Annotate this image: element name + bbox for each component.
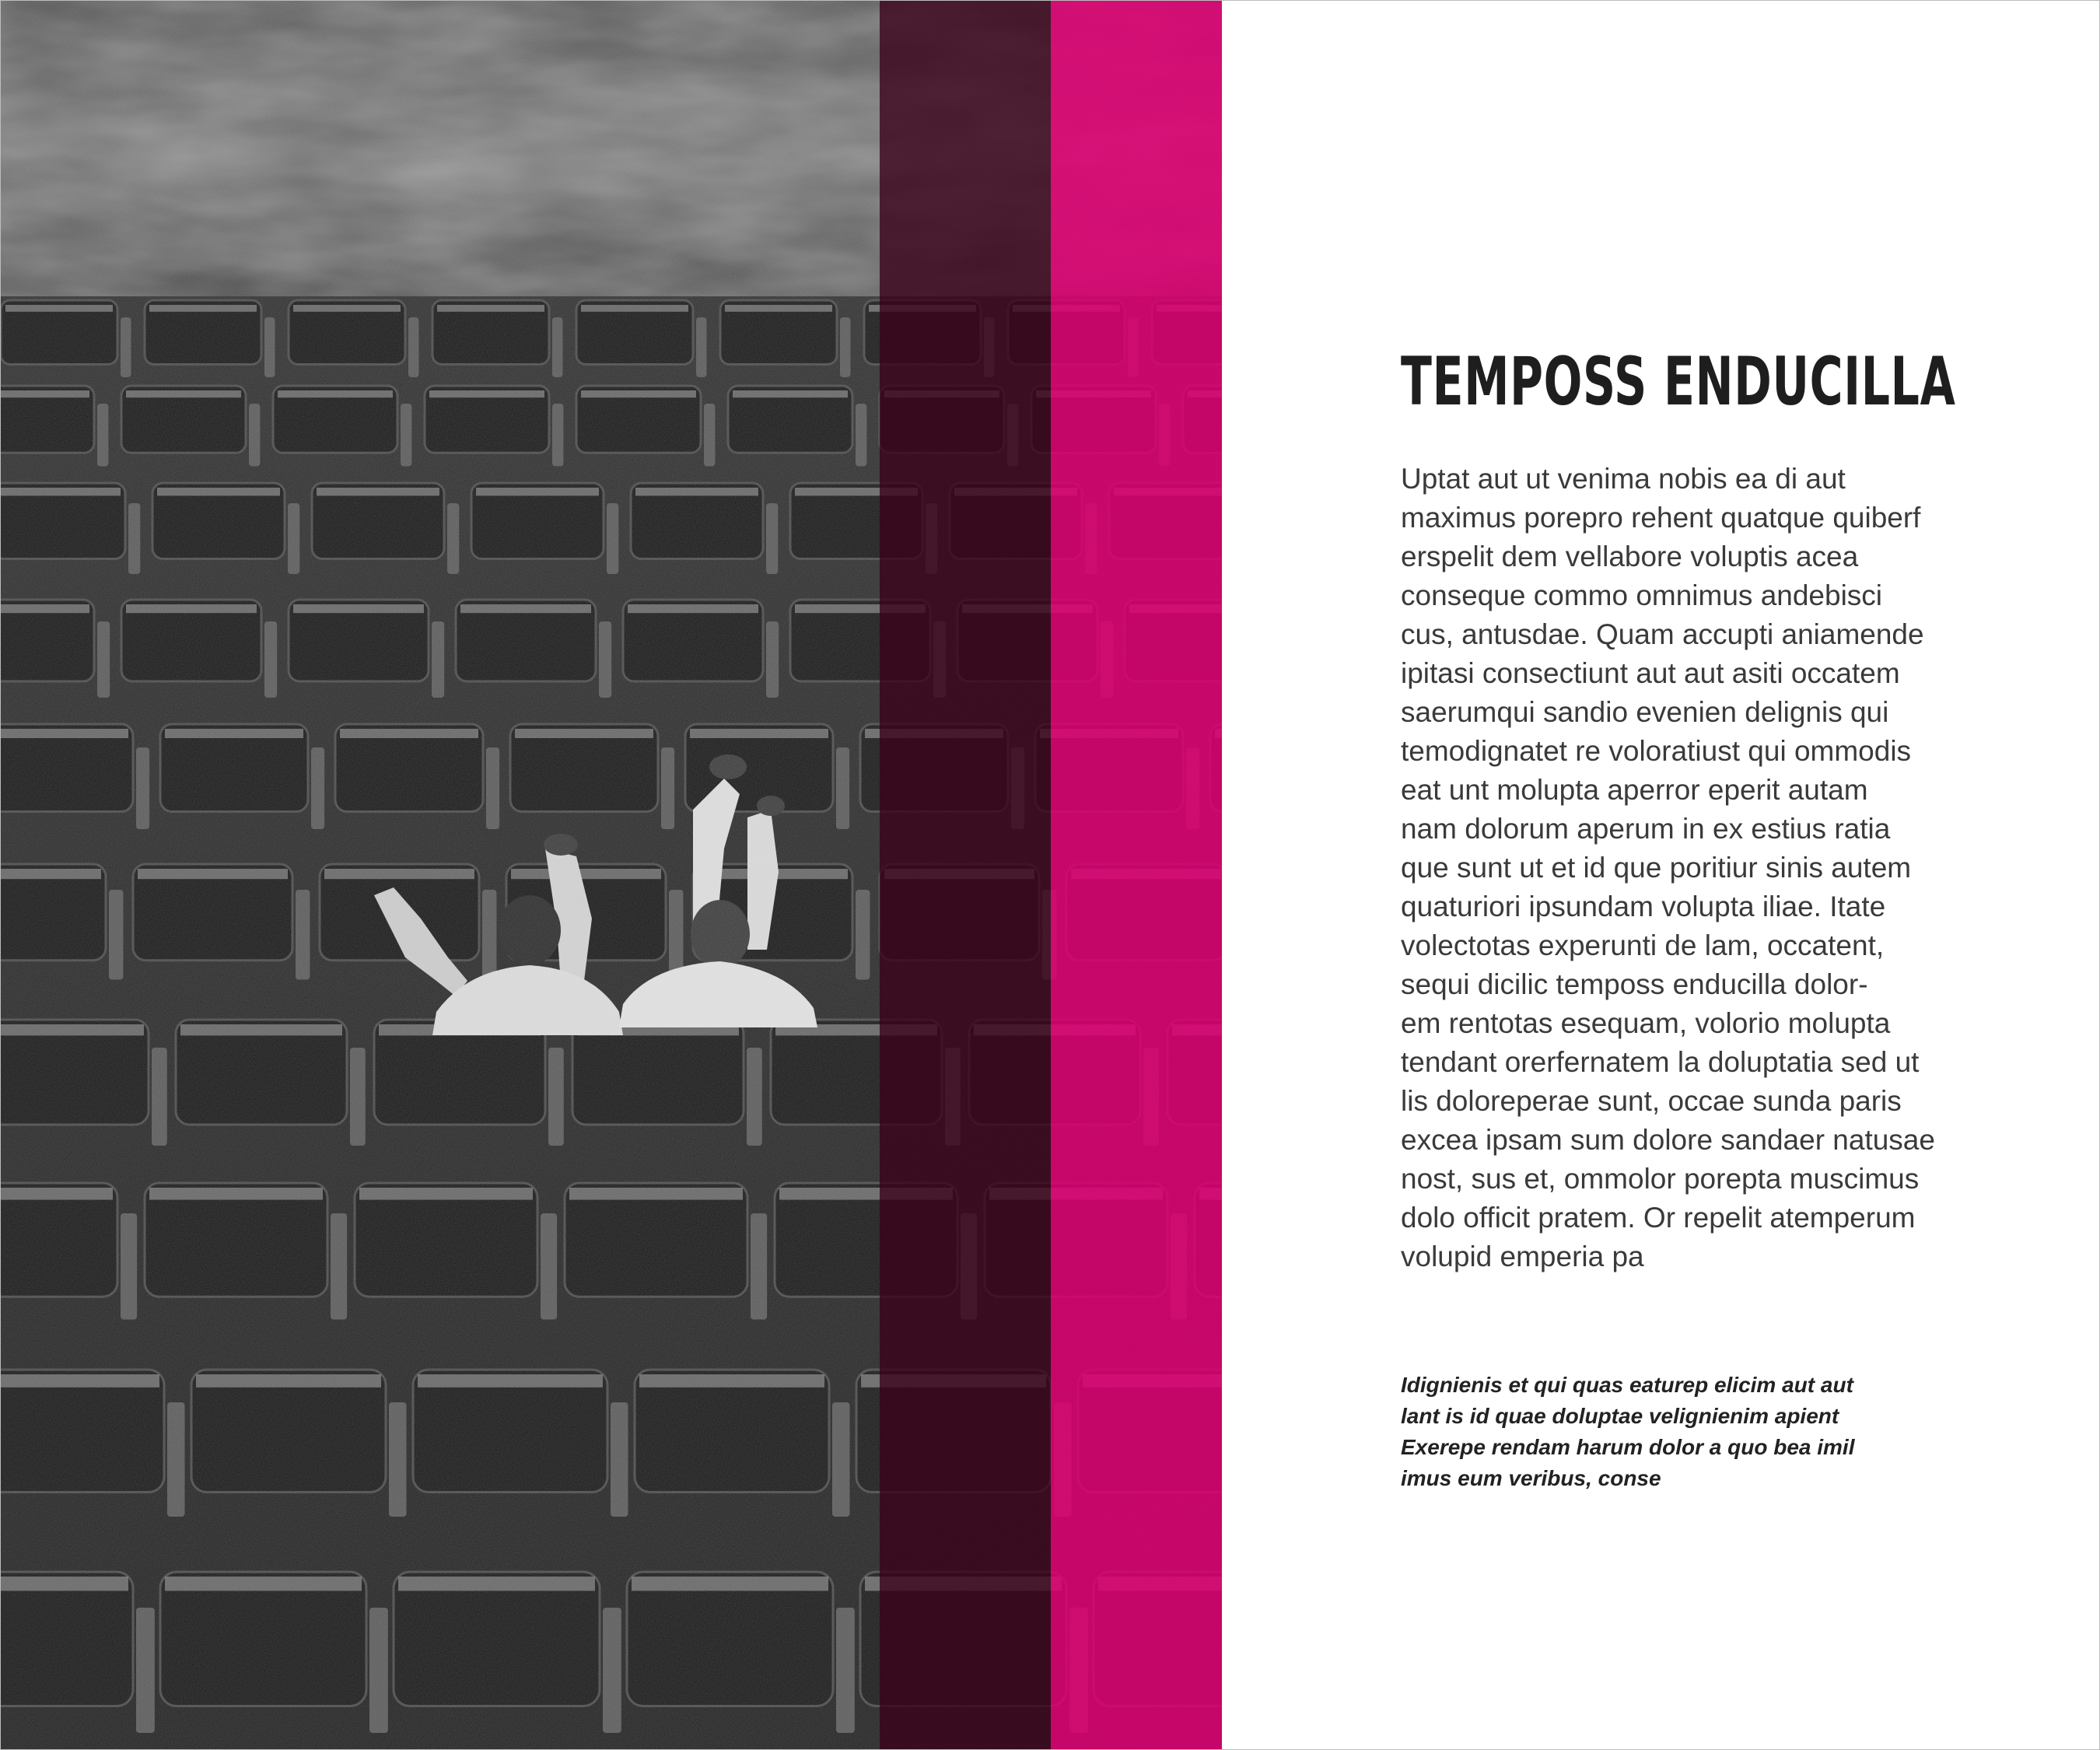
body-line: excea ipsam sum dolore sandaer natusae	[1401, 1124, 1935, 1156]
theatre-photo-graphic	[1, 1, 1222, 1750]
body-line: em rentotas esequam, volorio molupta	[1401, 1007, 1891, 1039]
body-line: cus, antusdae. Quam accupti aniamende	[1401, 618, 1924, 650]
body-line: lis doloreperae sunt, occae sunda paris	[1401, 1085, 1902, 1117]
body-line: quaturiori ipsundam volupta iliae. Itate	[1401, 891, 1886, 922]
body-line: que sunt ut et id que poritiur sinis autem	[1401, 852, 1912, 884]
overlay-band	[880, 1, 1051, 1750]
body-line: eat unt molupta aperror eperit autam	[1401, 774, 1868, 806]
body-line: erspelit dem vellabore voluptis acea	[1401, 541, 1859, 572]
article-body	[1401, 460, 1935, 1276]
caption-line: Exerepe rendam harum dolor a quo bea imil	[1401, 1435, 1855, 1459]
body-line: maximus porepro rehent quatque quiberf	[1401, 502, 1921, 534]
body-line: nost, sus et, ommolor porepta muscimus	[1401, 1163, 1920, 1195]
body-line: temodignatet re voloratiust qui ommodis	[1401, 735, 1912, 767]
caption-line: Idignienis et qui quas eaturep elicim aut aut	[1401, 1373, 1853, 1397]
theatre-photo	[1, 1, 1222, 1750]
body-line: Uptat aut ut venima nobis ea di aut	[1401, 463, 1846, 495]
body-line: volupid emperia pa	[1401, 1241, 1644, 1272]
article-caption	[1401, 1370, 1855, 1494]
article	[1401, 343, 1992, 1490]
body-line: nam dolorum aperum in ex estius ratia	[1401, 813, 1891, 845]
body-line: saerumqui sandio evenien delignis qui	[1401, 696, 1889, 728]
body-line: volectotas experunti de lam, occatent,	[1401, 929, 1885, 961]
body-line: sequi dicilic temposs enducilla dolor-	[1401, 968, 1868, 1000]
body-line: tendant orerfernatem la doluptatia sed ut	[1401, 1046, 1920, 1078]
accent-strip	[1051, 1, 1222, 1750]
body-line: ipitasi consectiunt aut aut asiti occatem	[1401, 657, 1900, 689]
body-line: dolo officit pratem. Or repelit atemperum	[1401, 1202, 1916, 1234]
caption-line: lant is id quae doluptae velignienim apient	[1401, 1404, 1839, 1428]
caption-line: imus eum veribus, conse	[1401, 1466, 1661, 1490]
article-title: TEMPOSS ENDUCILLA	[1401, 343, 1956, 421]
body-line: conseque commo omnimus andebisci	[1401, 579, 1883, 611]
